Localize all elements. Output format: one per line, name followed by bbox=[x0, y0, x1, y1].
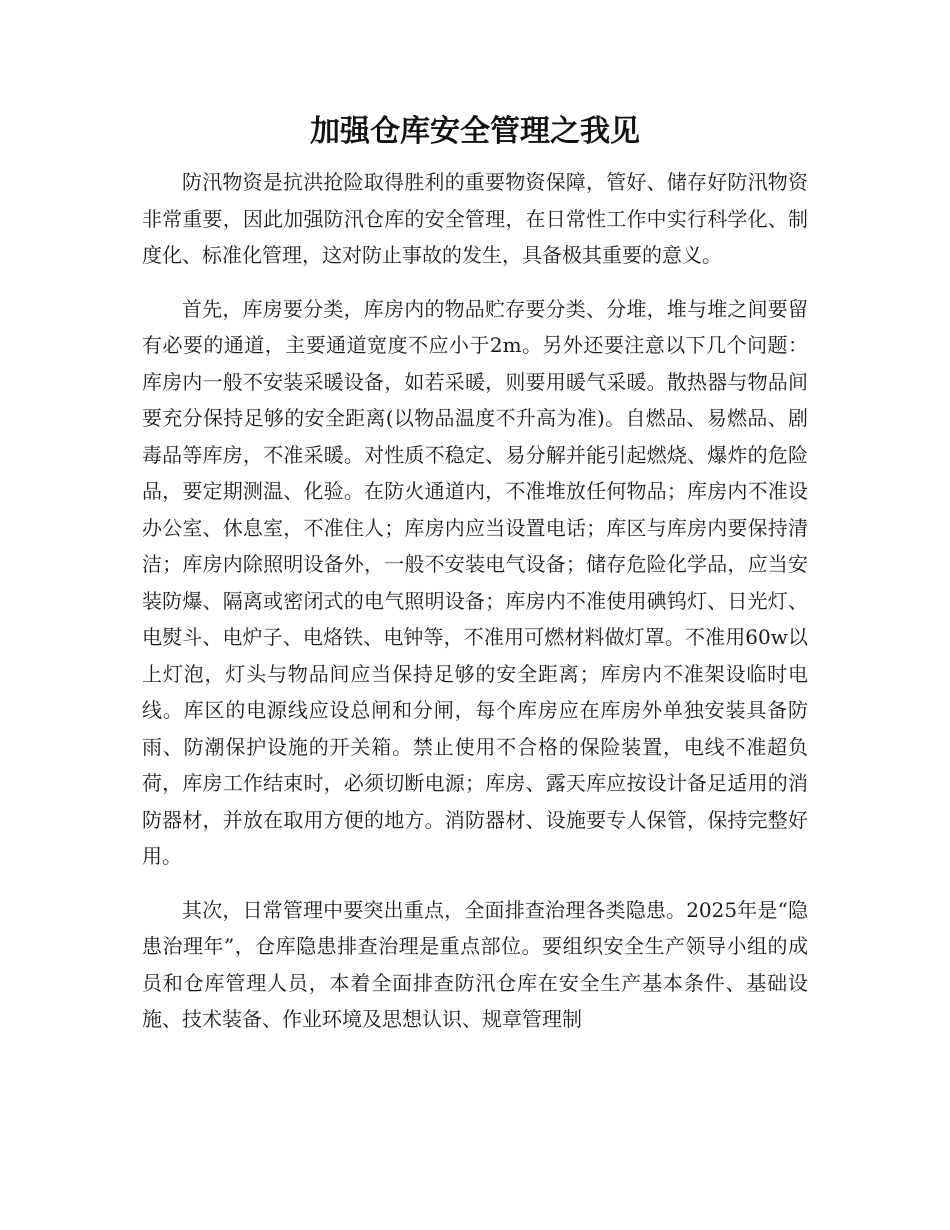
document-title: 加强仓库安全管理之我见 bbox=[310, 114, 640, 149]
paragraph-first-point: 首先，库房要分类，库房内的物品贮存要分类、分堆，堆与堆之间要留有必要的通道，主要通道宽度不应小于2m。另外还要注意以下几个问题：库房内一般不安装采暖设备，如若采暖，则要用暖气采暖。散热器与物品间要充分保持足够的安全距离(以物品温度不升高为准)。自燃品、易燃品、剧毒品等库房，不准采暖。对性质不稳定、易分解并能引起燃烧、爆炸的危险品，要定期测温、化验。在防火通道内，不准堆放任何物品；库房内不准设办公室、休息室，不准住人；库房内应当设置电话；库区与库房内要保持清洁；库房内除照明设备外，一般不安装电气设备；储存危险化学品，应当安装防爆、隔离或密闭式的电气照明设备；库房内不准使用碘钨灯、日光灯、电熨斗、电炉子、电烙铁、电钟等，不准用可燃材料做灯罩。不准用60w以上灯泡，灯头与物品间应当保持足够的安全距离；库房内不准架设临时电线。库区的电源线应设总闸和分闸，每个库房应在库房外单独安装具备防雨、防潮保护设施的开关箱。禁止使用不合格的保险装置，电线不准超负荷，库房工作结束时，必须切断电源；库房、露天库应按设计备足适用的消防器材，并放在取用方便的地方。消防器材、设施要专人保管，保持完整好用。 bbox=[142, 296, 808, 868]
document-body bbox=[142, 164, 808, 1055]
paragraph-intro: 防汛物资是抗洪抢险取得胜利的重要物资保障，管好、储存好防汛物资非常重要，因此加强防汛仓库的安全管理，在日常性工作中实行科学化、制度化、标准化管理，这对防止事故的发生，具备极其重要的意义。 bbox=[142, 170, 808, 267]
paragraph-second-point: 其次，日常管理中要突出重点，全面排查治理各类隐患。2025年是“隐患治理年”，仓库隐患排查治理是重点部位。要组织安全生产领导小组的成员和仓库管理人员，本着全面排查防汛仓库在安全生产基本条件、基础设施、技术装备、作业环境及思想认识、规章管理制 bbox=[142, 897, 808, 1031]
